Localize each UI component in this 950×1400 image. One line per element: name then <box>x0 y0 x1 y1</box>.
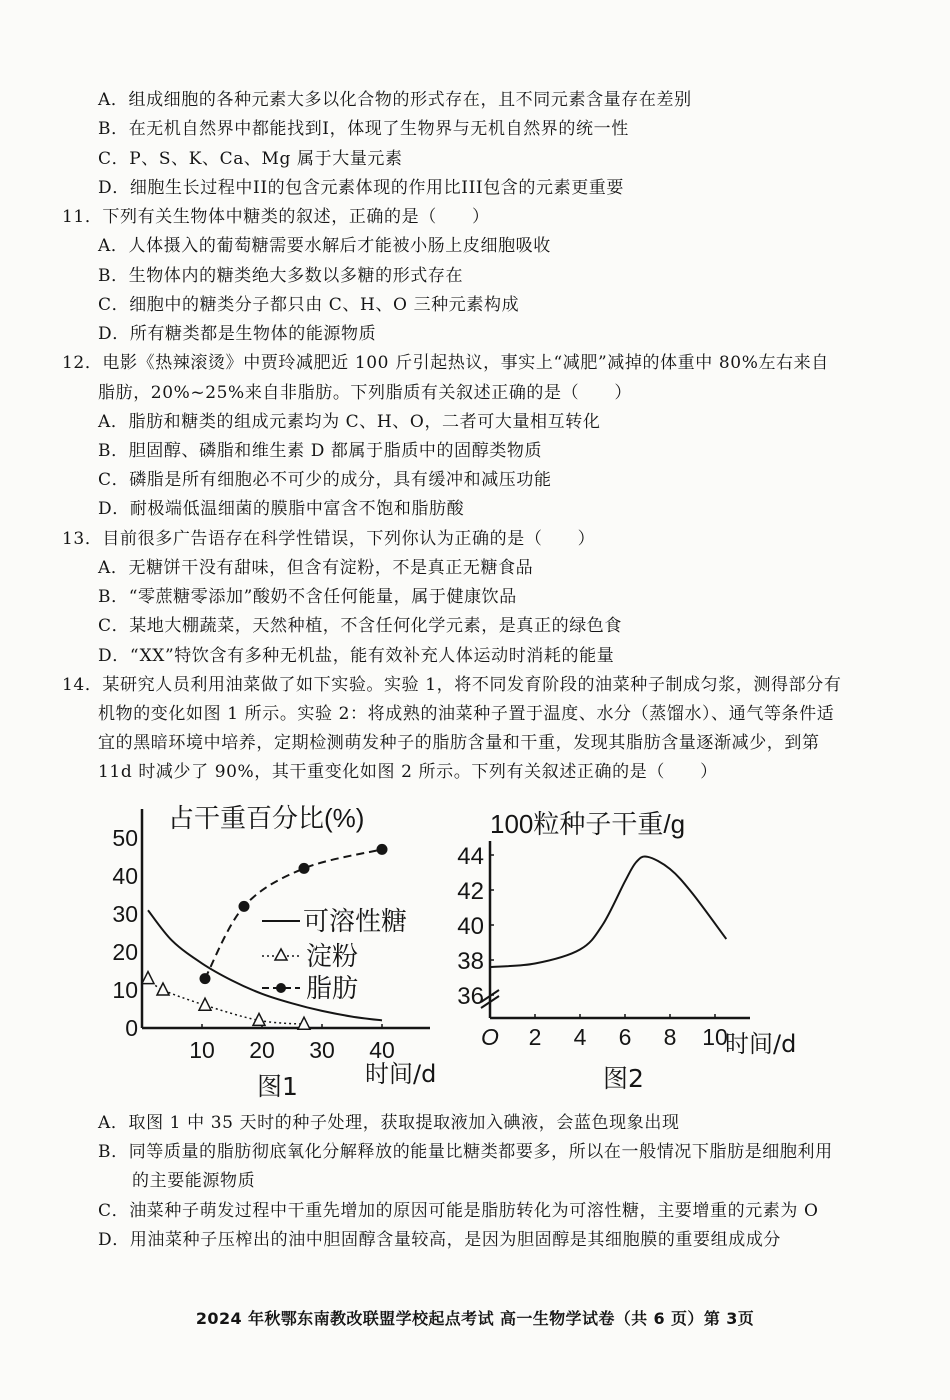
page-footer: 2024 年秋鄂东南教改联盟学校起点考试 高一生物学试卷（共 6 页）第 3页 <box>195 1309 755 1328</box>
fig1-x-tick-label: 40 <box>369 1037 395 1063</box>
fig2-y-tick-label: 40 <box>457 913 484 940</box>
fig2-x-tick-label: 8 <box>663 1024 677 1050</box>
q14-option-b-cont: 的主要能源物质 <box>132 1171 256 1191</box>
fig2-x-label: 时间/d <box>725 1030 797 1058</box>
q14-option-a: A．取图 1 中 35 天时的种子处理，获取提取液加入碘液，会蓝色现象出现 <box>98 1113 680 1133</box>
q11-option-a: A．人体摄入的葡萄糖需要水解后才能被小肠上皮细胞吸收 <box>98 236 551 256</box>
q14-stem-line1: 14．某研究人员利用油菜做了如下实验。实验 1，将不同发育阶段的油菜种子制成匀浆，测得部分有 <box>62 675 842 695</box>
q13-option-b: B．“零蔗糖零添加”酸奶不含任何能量，属于健康饮品 <box>98 587 517 607</box>
q12-option-c: C．磷脂是所有细胞必不可少的成分，具有缓冲和减压功能 <box>98 470 552 490</box>
fig2-title: 100粒种子干重/g <box>490 809 686 839</box>
fig1-x-tick-label: 20 <box>249 1037 275 1063</box>
q14-option-d: D．用油菜种子压榨出的油中胆固醇含量较高，是因为胆固醇是其细胞膜的重要组成成分 <box>98 1230 782 1250</box>
q12-option-a: A．脂肪和糖类的组成元素均为 C、H、O，二者可大量相互转化 <box>98 412 601 432</box>
fig1-y-tick-label: 20 <box>112 939 138 965</box>
fat-point <box>239 901 250 912</box>
fig2-y-tick-label: 36 <box>457 983 484 1010</box>
legend-label-soluble-sugar: 可溶性糖 <box>303 907 408 937</box>
q14-stem-line4: 11d 时减少了 90%，其干重变化如图 2 所示。下列有关叙述正确的是（ ） <box>98 762 718 782</box>
q11-option-d: D．所有糖类都是生物体的能源物质 <box>98 324 377 344</box>
q12-option-d: D．耐极端低温细菌的膜脂中富含不饱和脂肪酸 <box>98 499 465 519</box>
fig2-x-tick-label: 2 <box>528 1024 542 1050</box>
q10-option-c: C．P、S、K、Ca、Mg 属于大量元素 <box>98 149 403 169</box>
q13-option-c: C．某地大棚蔬菜，天然种植，不含任何化学元素，是真正的绿色食 <box>98 616 623 636</box>
q11-option-b: B．生物体内的糖类绝大多数以多糖的形式存在 <box>98 266 464 286</box>
fig2-y-tick-label: 44 <box>457 843 484 870</box>
q13-option-d: D．“XX”特饮含有多种无机盐，能有效补充人体运动时消耗的能量 <box>98 646 615 666</box>
fig1-x-tick-label: 30 <box>309 1037 335 1063</box>
fig2-y-tick-label: 38 <box>457 948 484 975</box>
fig1-caption: 图1 <box>257 1072 298 1101</box>
fig2-x-tick-label: 4 <box>573 1024 587 1050</box>
starch-point <box>157 983 169 995</box>
starch-point <box>298 1017 310 1029</box>
q14-option-b: B．同等质量的脂肪彻底氧化分解释放的能量比糖类都要多，所以在一般情况下脂肪是细胞利用 <box>98 1142 833 1162</box>
fig2-y-tick-label: 42 <box>457 878 484 905</box>
fig2-x-tick-label: 6 <box>618 1024 632 1050</box>
fat-point <box>377 844 388 855</box>
figure-1-chart <box>100 795 450 1105</box>
q14-stem-line2: 机物的变化如图 1 所示。实验 2：将成熟的油菜种子置于温度、水分（蒸馏水）、通气等条件适 <box>98 704 835 724</box>
q13-option-a: A．无糖饼干没有甜味，但含有淀粉，不是真正无糖食品 <box>98 558 534 578</box>
q12-stem-line1: 12．电影《热辣滚烫》中贾玲减肥近 100 斤引起热议，事实上“减肥”减掉的体重中 80%左右来自 <box>62 353 829 373</box>
fat-point <box>299 863 310 874</box>
fig2-x-tick-label: O <box>481 1024 499 1050</box>
q11-stem: 11．下列有关生物体中糖类的叙述，正确的是（ ） <box>62 207 490 227</box>
q10-option-a: A．组成细胞的各种元素大多以化合物的形式存在，且不同元素含量存在差别 <box>98 90 692 110</box>
fig1-x-tick-label: 10 <box>189 1037 215 1063</box>
legend-triangle-marker <box>275 949 287 960</box>
fig1-y-tick-label: 40 <box>112 863 138 889</box>
fig1-legend <box>262 907 407 1004</box>
fig2-x-tick-label: 10 <box>702 1024 728 1050</box>
dry-weight-line <box>490 856 726 967</box>
q10-option-b: B．在无机自然界中都能找到I，体现了生物界与无机自然界的统一性 <box>98 119 629 139</box>
q10-option-d: D．细胞生长过程中II的包含元素体现的作用比III包含的元素更重要 <box>98 178 625 198</box>
q12-option-b: B．胆固醇、磷脂和维生素 D 都属于脂质中的固醇类物质 <box>98 441 543 461</box>
fig2-caption: 图2 <box>603 1064 644 1093</box>
fig1-y-tick-label: 50 <box>112 825 138 851</box>
legend-circle-marker <box>276 983 286 993</box>
q14-stem-line3: 宜的黑暗环境中培养，定期检测萌发种子的脂肪含量和干重，发现其脂肪含量逐渐减少，到第 <box>98 733 820 753</box>
figure-2-chart <box>450 795 830 1105</box>
legend-label-starch: 淀粉 <box>306 942 359 972</box>
q13-stem: 13．目前很多广告语存在科学性错误，下列你认为正确的是（ ） <box>62 529 596 549</box>
fig1-x-label: 时间/d <box>365 1060 437 1088</box>
starch-point <box>142 972 154 984</box>
fig1-y-tick-label: 10 <box>112 977 138 1003</box>
fig1-y-tick-label: 0 <box>125 1015 138 1041</box>
starch-point <box>199 998 211 1010</box>
legend-label-fat: 脂肪 <box>306 974 359 1004</box>
q12-stem-line2: 脂肪，20%~25%来自非脂肪。下列脂质有关叙述正确的是（ ） <box>98 383 633 403</box>
fig1-title: 占干重百分比(%) <box>168 803 365 833</box>
q11-option-c: C．细胞中的糖类分子都只由 C、H、O 三种元素构成 <box>98 295 520 315</box>
fat-point <box>200 973 211 984</box>
fig1-y-tick-label: 30 <box>112 901 138 927</box>
q14-option-c: C．油菜种子萌发过程中干重先增加的原因可能是脂肪转化为可溶性糖，主要增重的元素为 O <box>98 1201 819 1221</box>
